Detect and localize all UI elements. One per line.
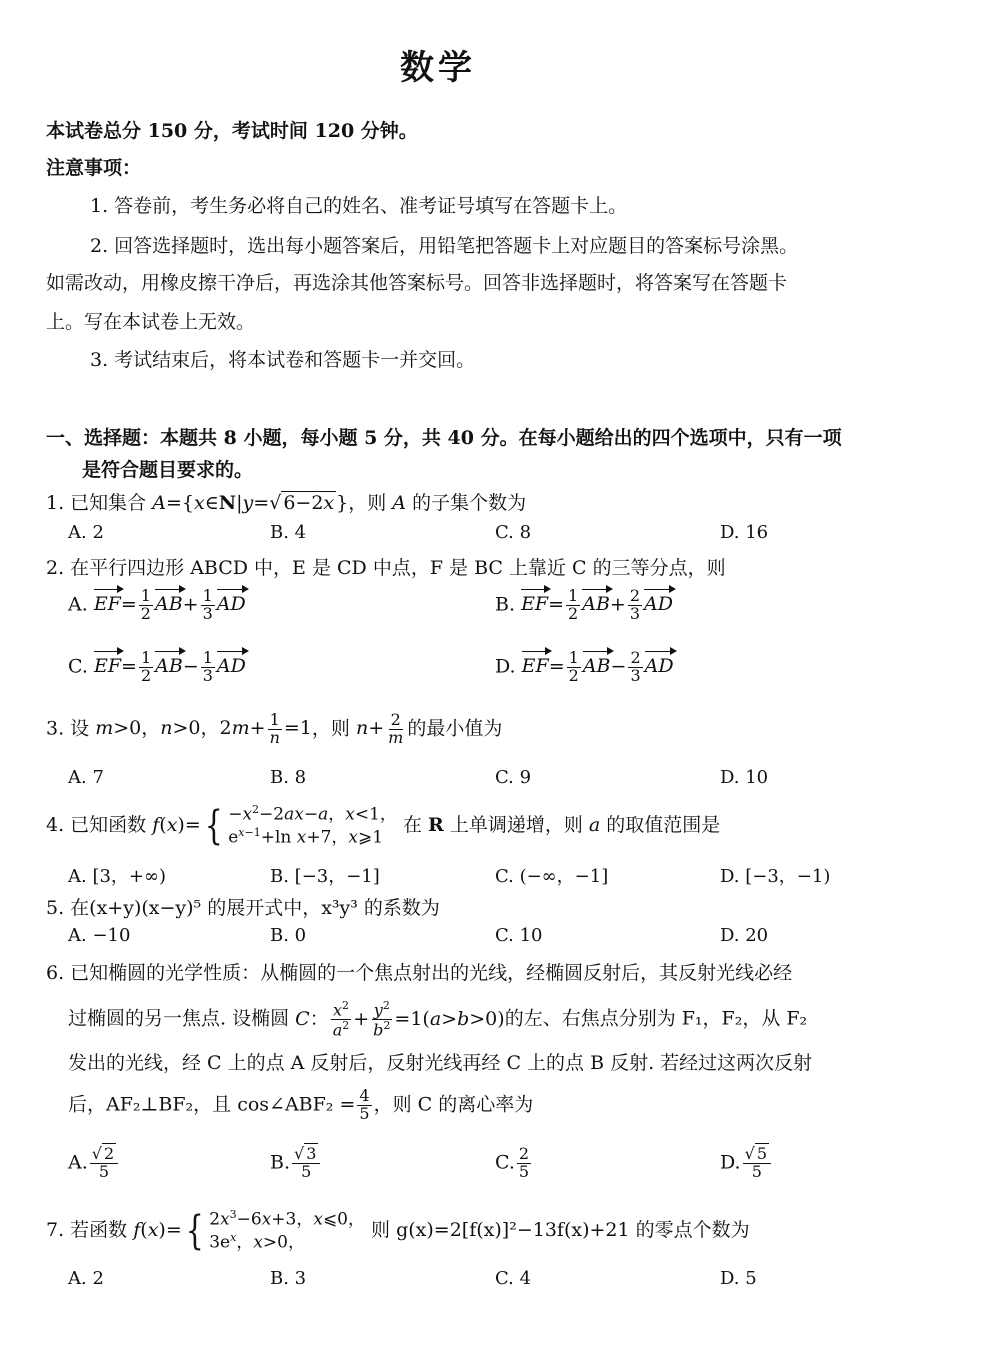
notice-item-2-end: 上。写在本试卷上无效。 [46,311,256,333]
q6-line-4: 后，AF₂⊥BF₂，且 cos∠ABF₂ = $\frac{4}{5}$ ，则 C 的离心率为 [68,1086,534,1123]
notice-item-3: 3. 考试结束后，将本试卷和答题卡一并交回。 [90,349,476,371]
question-1: 1. 已知集合 A={x∈N|y=√ 6−2x }，则 A 的子集个数为 [46,492,527,514]
page-title: 数学 [400,48,476,88]
question-4: 4. 已知函数 f(x)= { $-x^2-2ax-a$，x<1， $e^{x-1}+\ln$ x+7，x⩾1 在 R 上单调递增，则 a 的取值范围是 [46,802,721,849]
q4-option-c: C. (−∞，−1] [495,866,609,887]
section-heading-cont: 是符合题目要求的。 [82,459,254,481]
q6-option-d: D. $\frac{√ 5}{5}$ [720,1146,773,1181]
q1-option-a: A. 2 [68,522,104,543]
q1-option-b: B. 4 [270,522,307,543]
q6-line-2: 过椭圆的另一焦点. 设椭圆 C： $\frac{x^2}{a^2}$ + $\frac{y^2}{b^2}$ =1(a>b>0)的左、右焦点分别为 F₁，F₂，从 F₂ [68,999,808,1040]
q6-line-3: 发出的光线，经 C 上的点 A 反射后，反射光线再经 C 上的点 B 反射. 若经过这两次反射 [68,1052,813,1074]
question-2: 2. 在平行四边形 ABCD 中，E 是 CD 中点，F 是 BC 上靠近 C 的三等分点，则 [46,557,726,579]
q7-option-d: D. 5 [720,1268,757,1289]
q4-option-a: A. [3，+∞) [68,866,167,887]
section-heading: 一、选择题：本题共 8 小题，每小题 5 分，共 40 分。在每小题给出的四个选项中，只有一项 [46,427,842,449]
q7-option-b: B. 3 [270,1268,307,1289]
notice-item-1: 1. 答卷前，考生务必将自己的姓名、准考证号填写在答题卡上。 [90,195,628,217]
question-7: 7. 若函数 f(x)= { $2x^3-6x+3$，x⩽0， $3e^x$，x>0， 则 g(x)=2[f(x)]²−13f(x)+21 的零点个数为 [46,1207,750,1254]
q1-stem: 1. 已知集合 [46,492,147,514]
q5-option-c: C. 10 [495,925,543,946]
q2-option-b: B. EF= $\frac{1}{2}$ AB+ $\frac{2}{3}$ AD [495,586,673,623]
q2-option-d: D. EF= $\frac{1}{2}$ AB− $\frac{2}{3}$ AD [495,648,674,685]
exam-intro: 本试卷总分 150 分，考试时间 120 分钟。 [46,120,418,142]
notice-item-2: 2. 回答选择题时，选出每小题答案后，用铅笔把答题卡上对应题目的答案标号涂黑。 [90,235,799,257]
q3-option-c: C. 9 [495,767,532,788]
q3-option-b: B. 8 [270,767,307,788]
q1-stem-c: 的子集个数为 [412,492,527,514]
q7-option-c: C. 4 [495,1268,532,1289]
notice-item-2-cont: 如需改动，用橡皮擦干净后，再选涂其他答案标号。回答非选择题时，将答案写在答题卡 [46,272,788,294]
q5-option-b: B. 0 [270,925,307,946]
q6-option-b: B. $\frac{√ 3}{5}$ [270,1146,322,1181]
q3-option-d: D. 10 [720,767,769,788]
question-6: 6. 已知椭圆的光学性质：从椭圆的一个焦点射出的光线，经椭圆反射后，其反射光线必经 [46,962,793,984]
q7-option-a: A. 2 [68,1268,104,1289]
notice-heading: 注意事项： [46,157,142,179]
q2-option-c: C. EF= $\frac{1}{2}$ AB− $\frac{1}{3}$ AD [68,648,246,685]
q1-stem-b: ，则 [348,492,387,514]
q5-option-d: D. 20 [720,925,769,946]
q5-option-a: A. −10 [68,925,131,946]
q1-option-c: C. 8 [495,522,532,543]
question-3: 3. 设 m>0，n>0，2m+ $\frac{1}{n}$ =1，则 n+ $\frac{2}{m}$ 的最小值为 [46,710,503,747]
question-5: 5. 在(x+y)(x−y)⁵ 的展开式中，x³y³ 的系数为 [46,897,440,919]
q6-option-c: C. $\frac{2}{5}$ [495,1144,530,1181]
q6-option-a: A. $\frac{√ 2}{5}$ [68,1146,120,1181]
q4-option-d: D. [−3，−1) [720,866,831,887]
q3-option-a: A. 7 [68,767,104,788]
q4-option-b: B. [−3，−1] [270,866,380,887]
q2-option-a: A. EF= $\frac{1}{2}$ AB+ $\frac{1}{3}$ AD [68,586,246,623]
q1-option-d: D. 16 [720,522,769,543]
